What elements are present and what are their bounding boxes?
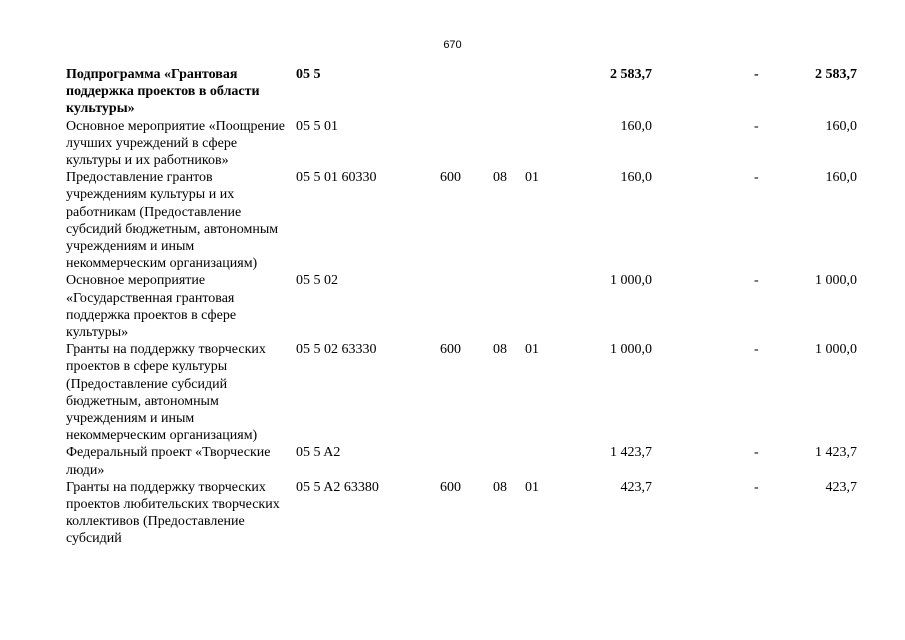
row-change: - bbox=[754, 479, 759, 495]
row-change: - bbox=[754, 118, 759, 134]
row-subsection: 01 bbox=[525, 342, 539, 358]
row-name: Федеральный проект «Творческие люди» bbox=[66, 445, 271, 478]
row-amount: 160,0 bbox=[620, 118, 652, 134]
row-code: 05 5 A2 63380 bbox=[296, 479, 379, 495]
row-amount-total: 1 000,0 bbox=[815, 273, 857, 289]
row-change: - bbox=[754, 67, 759, 82]
table-row bbox=[66, 169, 866, 272]
table-row bbox=[66, 272, 866, 341]
row-amount-total: 2 583,7 bbox=[815, 67, 857, 82]
row-amount: 1 000,0 bbox=[610, 342, 652, 358]
table-row bbox=[66, 479, 866, 548]
row-name: Основное мероприятие «Поощрение лучших учреждений в сфере культуры и их работников» bbox=[66, 118, 285, 169]
row-section: 08 bbox=[493, 479, 507, 495]
row-subsection: 01 bbox=[525, 170, 539, 186]
row-amount-total: 1 423,7 bbox=[815, 445, 857, 461]
row-amount: 1 000,0 bbox=[610, 273, 652, 289]
table-row bbox=[66, 118, 866, 170]
row-amount: 1 423,7 bbox=[610, 445, 652, 461]
row-code: 05 5 01 bbox=[296, 118, 338, 134]
row-amount: 2 583,7 bbox=[610, 67, 652, 82]
row-name: Основное мероприятие «Государственная грантовая поддержка проектов в сфере культуры» bbox=[66, 273, 237, 341]
row-code: 05 5 01 60330 bbox=[296, 170, 377, 186]
row-amount: 423,7 bbox=[620, 479, 652, 495]
row-section: 08 bbox=[493, 170, 507, 186]
row-code: 05 5 bbox=[296, 67, 321, 82]
page-number: 670 bbox=[443, 39, 462, 51]
row-expense-type: 600 bbox=[440, 342, 461, 358]
row-subsection: 01 bbox=[525, 479, 539, 495]
row-amount: 160,0 bbox=[620, 170, 652, 186]
row-amount-total: 423,7 bbox=[825, 479, 857, 495]
row-code: 05 5 A2 bbox=[296, 445, 341, 461]
table-row bbox=[66, 341, 866, 444]
row-amount-total: 160,0 bbox=[825, 118, 857, 134]
row-name: Предоставление грантов учреждениям культуры и их работникам (Предоставление субсидий бюджетным, автономным учреждениям и иным некоммерческим организациям) bbox=[66, 170, 279, 272]
row-change: - bbox=[754, 342, 759, 358]
row-change: - bbox=[754, 445, 759, 461]
row-name: Гранты на поддержку творческих проектов в сфере культуры (Предоставление субсидий бюджетным, автономным учреждениям и иным некоммерческим организациям) bbox=[66, 342, 266, 444]
row-code: 05 5 02 63330 bbox=[296, 342, 377, 358]
row-name: Подпрограмма «Грантовая поддержка проектов в области культуры» bbox=[66, 67, 260, 117]
row-amount-total: 160,0 bbox=[825, 170, 857, 186]
row-section: 08 bbox=[493, 342, 507, 358]
row-expense-type: 600 bbox=[440, 479, 461, 495]
table-row-subprogram bbox=[66, 66, 866, 118]
row-expense-type: 600 bbox=[440, 170, 461, 186]
row-change: - bbox=[754, 170, 759, 186]
row-change: - bbox=[754, 273, 759, 289]
row-amount-total: 1 000,0 bbox=[815, 342, 857, 358]
row-code: 05 5 02 bbox=[296, 273, 338, 289]
row-name: Гранты на поддержку творческих проектов любительских творческих коллективов (Предоставление субсидий bbox=[66, 479, 280, 547]
budget-table bbox=[66, 66, 866, 548]
table-row bbox=[66, 444, 866, 478]
